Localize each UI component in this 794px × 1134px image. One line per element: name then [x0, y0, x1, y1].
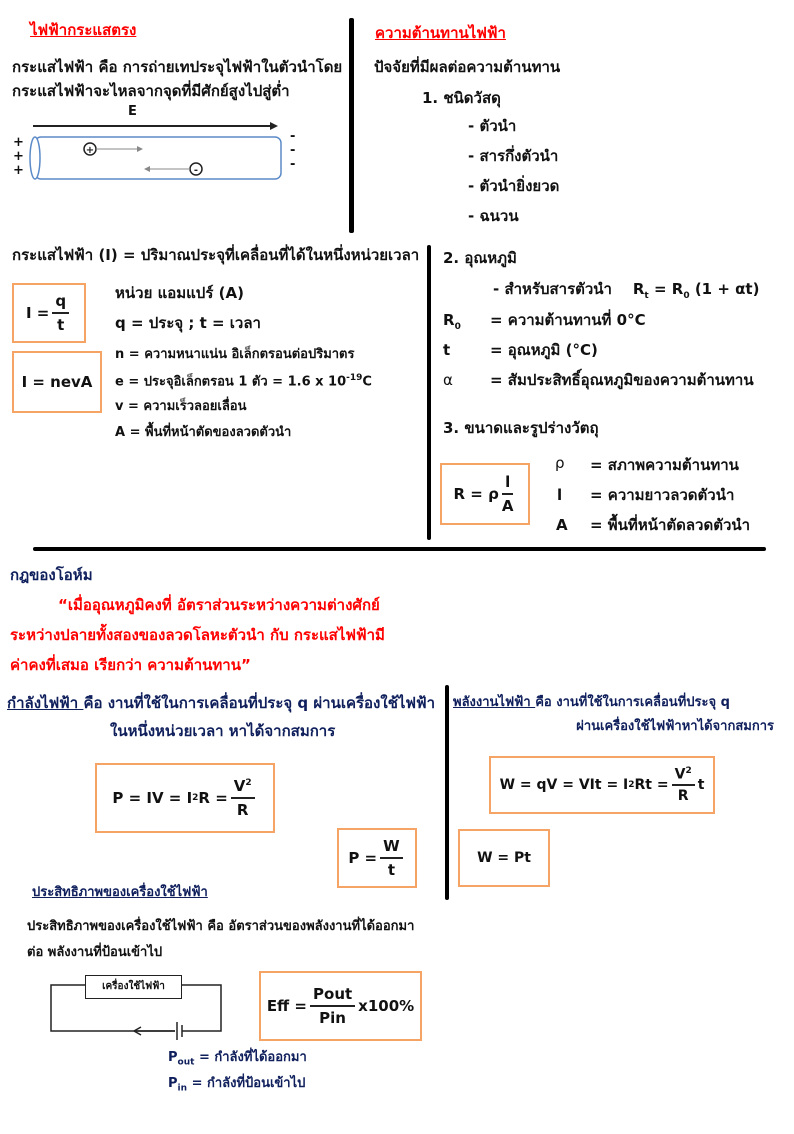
- material-item: - ตัวนำยิ่งยวด: [468, 177, 560, 195]
- shape-symbol: ρ: [555, 454, 565, 472]
- energy-definition: พลังงานไฟฟ้า คือ งานที่ใช้ในการเคลื่อนที่ประจุ q: [453, 695, 730, 710]
- wire-end: [30, 137, 40, 179]
- e-def: e = ประจุอิเล็กตรอน 1 ตัว = 1.6 x $10^{-19}C$: [115, 373, 372, 390]
- formula-box-nevA: I = nevA: [12, 351, 102, 413]
- material-item: - ฉนวน: [468, 207, 519, 225]
- factor-1: 1. ชนิดวัสดุ: [422, 89, 501, 107]
- shape-text: = พื้นที่หน้าตัดลวดตัวนำ: [590, 516, 751, 534]
- conductor-formula: - สำหรับสารตัวนำ $R_t = R_0$ (1 + αt): [493, 280, 760, 301]
- svg-text:-: -: [193, 165, 199, 176]
- shape-text: = สภาพความต้านทาน: [590, 456, 739, 474]
- formula-box-power: P = IV = I 2 R = $\frac{V^2}{R}$: [95, 763, 275, 833]
- shape-text: = ความยาวลวดตัวนำ: [590, 486, 735, 504]
- formula-box-qt: I = $\frac{q}{t}$: [12, 283, 86, 343]
- factor-2: 2. อุณหภูมิ: [443, 249, 517, 267]
- def-symbol: t: [443, 341, 451, 359]
- def-symbol: $R_0$: [443, 311, 461, 332]
- A-def: A = พื้นที่หน้าตัดของลวดตัวนำ: [115, 425, 292, 440]
- svg-text:+: +: [85, 145, 95, 156]
- plus-signs: + + +: [13, 135, 24, 178]
- field-label: E: [128, 104, 137, 119]
- power-definition-2: ในหนึ่งหน่วยเวลา หาได้จากสมการ: [110, 722, 336, 740]
- unit-text: หน่วย แอมแปร์ (A): [115, 284, 244, 302]
- power-definition: กำลังไฟฟ้า คือ งานที่ใช้ในการเคลื่อนที่ประจุ q ผ่านเครื่องใช้ไฟฟ้า: [7, 694, 436, 712]
- resistance-title: ความต้านทานไฟฟ้า: [375, 24, 506, 42]
- def-text: = สัมประสิทธิ์อุณหภูมิของความต้านทาน: [490, 371, 754, 389]
- formula-box-energy-pt: W = Pt: [458, 829, 550, 887]
- efficiency-definition: ประสิทธิภาพของเครื่องใช้ไฟฟ้า คือ อัตราส่วนของพลังงานที่ได้ออกมา: [27, 919, 415, 934]
- shape-symbol: l: [557, 486, 563, 504]
- n-def: n = ความหนาแน่น อิเล็กตรอนต่อปริมาตร: [115, 347, 355, 362]
- def-text: = ความต้านทานที่ 0°C: [490, 311, 646, 329]
- pin-def: $P_{in}$ = กำลังที่ป้อนเข้าไป: [168, 1076, 306, 1094]
- ohm-quote: ระหว่างปลายทั้งสองของลวดโลหะตัวนำ กับ กระแสไฟฟ้ามี: [10, 626, 385, 644]
- dc-definition: กระแสไฟฟ้า คือ การถ่ายเทประจุไฟฟ้าในตัวนำโดย: [12, 58, 343, 76]
- current-definition: กระแสไฟฟ้า (I) = ปริมาณประจุที่เคลื่อนที่ได้ในหนึ่งหน่วยเวลา: [12, 246, 420, 264]
- material-item: - ตัวนำ: [468, 117, 517, 135]
- wire-tube: [35, 137, 281, 179]
- qt-text: q = ประจุ ; t = เวลา: [115, 314, 261, 332]
- def-text: = อุณหภูมิ (°C): [490, 341, 598, 359]
- field-arrow-head: [270, 122, 278, 130]
- formula-box-efficiency: Eff = $\frac{\text{Pout}}{\text{Pin}}$ x100%: [259, 971, 422, 1041]
- ohm-quote: “เมื่ออุณหภูมิคงที่ อัตราส่วนระหว่างความต่างศักย์: [58, 596, 380, 614]
- formula-box-energy: W = qV = VIt = I 2 Rt = $\frac{V^2}{R}$ t: [489, 756, 715, 814]
- efficiency-title: ประสิทธิภาพของเครื่องใช้ไฟฟ้า: [32, 885, 208, 900]
- divider-vertical-2: [427, 245, 431, 540]
- conductor-diagram: [0, 115, 300, 185]
- dc-title: ไฟฟ้ากระแสตรง: [30, 21, 137, 39]
- v-def: v = ความเร็วลอยเลื่อน: [115, 399, 247, 414]
- pout-def: $P_{out}$ = กำลังที่ได้ออกมา: [168, 1050, 307, 1068]
- factors-heading: ปัจจัยที่มีผลต่อความต้านทาน: [374, 58, 561, 76]
- def-symbol: α: [443, 371, 453, 389]
- ohm-title: กฎของโอห์ม: [10, 566, 93, 584]
- formula-box-power-wt: P = $\frac{W}{t}$: [337, 828, 417, 888]
- minus-signs: - - -: [290, 129, 296, 172]
- dc-definition-2: กระแสไฟฟ้าจะไหลจากจุดที่มีศักย์สูงไปสู่ต่ำ: [12, 82, 290, 100]
- divider-vertical-3: [445, 685, 449, 900]
- ohm-quote: ค่าคงที่เสมอ เรียกว่า ความต้านทาน”: [10, 656, 251, 674]
- divider-horizontal: [33, 547, 766, 551]
- divider-vertical: [349, 18, 354, 233]
- factor-3: 3. ขนาดและรูปร่างวัตถุ: [443, 419, 599, 437]
- energy-definition-2: ผ่านเครื่องใช้ไฟฟ้าหาได้จากสมการ: [576, 719, 774, 734]
- efficiency-definition-2: ต่อ พลังงานที่ป้อนเข้าไป: [27, 945, 163, 960]
- shape-symbol: A: [556, 516, 568, 534]
- material-item: - สารกึ่งตัวนำ: [468, 147, 559, 165]
- device-box: เครื่องใช้ไฟฟ้า: [85, 975, 182, 999]
- formula-box-resistivity: R = ρ $\frac{l}{A}$: [440, 463, 530, 525]
